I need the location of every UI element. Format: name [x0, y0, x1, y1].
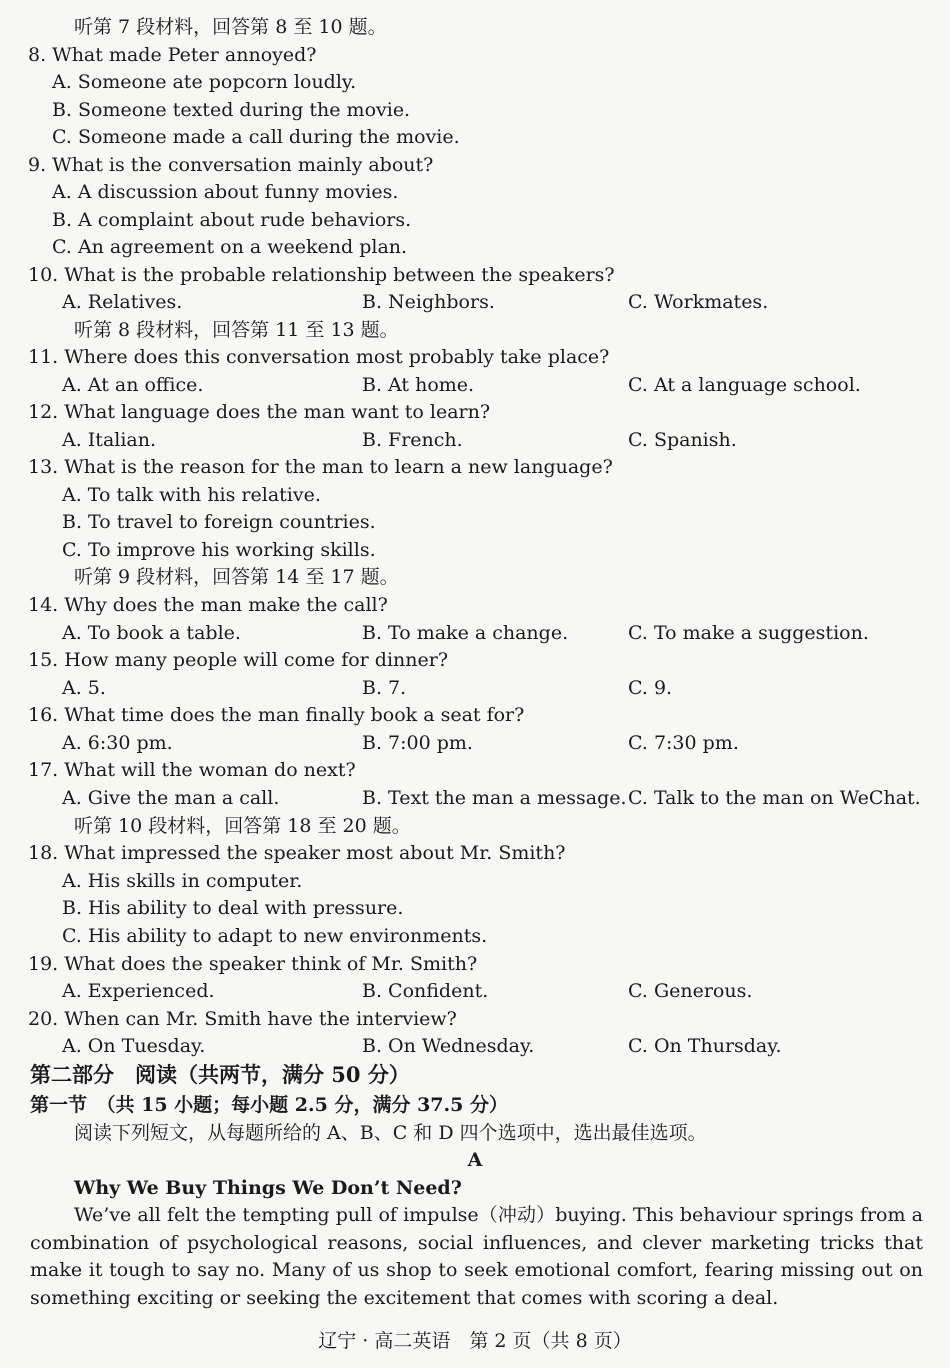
q15-option-b: B. 7.: [362, 677, 407, 699]
q17-option-c: C. Talk to the man on WeChat.: [628, 787, 921, 809]
q13-option-a: A. To talk with his relative.: [62, 484, 321, 506]
q20-option-c: C. On Thursday.: [628, 1035, 782, 1057]
q17-option-b: B. Text the man a message.: [362, 787, 627, 809]
q12-option-a: A. Italian.: [62, 429, 157, 451]
q10-option-a: A. Relatives.: [62, 291, 183, 313]
q13-option-c: C. To improve his working skills.: [62, 539, 376, 561]
question-9: 9. What is the conversation mainly about?: [28, 154, 434, 176]
q11-option-b: B. At home.: [362, 374, 475, 396]
q12-option-b: B. French.: [362, 429, 463, 451]
passage-body: [30, 1202, 923, 1312]
q20-option-b: B. On Wednesday.: [362, 1035, 535, 1057]
question-15: 15. How many people will come for dinner?: [28, 649, 449, 671]
question-20: 20. When can Mr. Smith have the interview?: [28, 1008, 457, 1030]
q16-option-a: A. 6:30 pm.: [62, 732, 173, 754]
q9-option-a: A. A discussion about funny movies.: [52, 181, 399, 203]
q14-option-a: A. To book a table.: [62, 622, 241, 644]
q8-option-a: A. Someone ate popcorn loudly.: [52, 71, 357, 93]
q19-option-c: C. Generous.: [628, 980, 753, 1002]
q17-option-a: A. Give the man a call.: [62, 787, 280, 809]
question-13: 13. What is the reason for the man to learn a new language?: [28, 456, 613, 478]
question-8: 8. What made Peter annoyed?: [28, 44, 317, 66]
q11-option-a: A. At an office.: [62, 374, 204, 396]
q18-option-b: B. His ability to deal with pressure.: [62, 897, 404, 919]
q15-option-c: C. 9.: [628, 677, 673, 699]
question-11: 11. Where does this conversation most probably take place?: [28, 346, 610, 368]
passage-paragraph: We’ve all felt the tempting pull of impulse（冲动）buying. This behaviour springs from a combination of psychological reasons, social influences, and clever marketing tricks that make it tough to say no. Many of us shop to seek emotional comfort, fearing missing out on something exciting or seeking the excitement that comes with scoring a deal.: [30, 1204, 923, 1309]
question-17: 17. What will the woman do next?: [28, 759, 356, 781]
q9-option-b: B. A complaint about rude behaviors.: [52, 209, 412, 231]
q16-option-c: C. 7:30 pm.: [628, 732, 739, 754]
q10-option-c: C. Workmates.: [628, 291, 769, 313]
q10-option-b: B. Neighbors.: [362, 291, 495, 313]
reading-instruction: 阅读下列短文，从每题所给的 A、B、C 和 D 四个选项中，选出最佳选项。: [74, 1122, 707, 1144]
q20-option-a: A. On Tuesday.: [62, 1035, 206, 1057]
q18-option-c: C. His ability to adapt to new environments.: [62, 925, 488, 947]
section-8-instruction: 听第 8 段材料，回答第 11 至 13 题。: [74, 319, 399, 341]
section-10-instruction: 听第 10 段材料，回答第 18 至 20 题。: [74, 815, 411, 837]
q16-option-b: B. 7:00 pm.: [362, 732, 473, 754]
question-12: 12. What language does the man want to learn?: [28, 401, 491, 423]
passage-title: Why We Buy Things We Don’t Need?: [74, 1177, 462, 1199]
section-9-instruction: 听第 9 段材料，回答第 14 至 17 题。: [74, 566, 399, 588]
question-16: 16. What time does the man finally book a seat for?: [28, 704, 525, 726]
q14-option-c: C. To make a suggestion.: [628, 622, 869, 644]
question-10: 10. What is the probable relationship between the speakers?: [28, 264, 615, 286]
q8-option-b: B. Someone texted during the movie.: [52, 99, 411, 121]
section-7-instruction: 听第 7 段材料，回答第 8 至 10 题。: [74, 16, 387, 38]
passage-label: A: [467, 1149, 483, 1171]
q14-option-b: B. To make a change.: [362, 622, 569, 644]
q15-option-a: A. 5.: [62, 677, 106, 699]
q8-option-c: C. Someone made a call during the movie.: [52, 126, 460, 148]
q12-option-c: C. Spanish.: [628, 429, 737, 451]
question-19: 19. What does the speaker think of Mr. Smith?: [28, 953, 478, 975]
q11-option-c: C. At a language school.: [628, 374, 861, 396]
question-14: 14. Why does the man make the call?: [28, 594, 388, 616]
q13-option-b: B. To travel to foreign countries.: [62, 511, 376, 533]
section-1-heading: 第一节 （共 15 小题；每小题 2.5 分，满分 37.5 分）: [30, 1094, 508, 1116]
question-18: 18. What impressed the speaker most about Mr. Smith?: [28, 842, 566, 864]
q19-option-a: A. Experienced.: [62, 980, 215, 1002]
page-footer: 辽宁 · 高二英语 第 2 页（共 8 页）: [318, 1330, 632, 1352]
q18-option-a: A. His skills in computer.: [62, 870, 303, 892]
q19-option-b: B. Confident.: [362, 980, 489, 1002]
q9-option-c: C. An agreement on a weekend plan.: [52, 236, 408, 258]
part-2-heading: 第二部分 阅读（共两节，满分 50 分）: [30, 1062, 410, 1087]
